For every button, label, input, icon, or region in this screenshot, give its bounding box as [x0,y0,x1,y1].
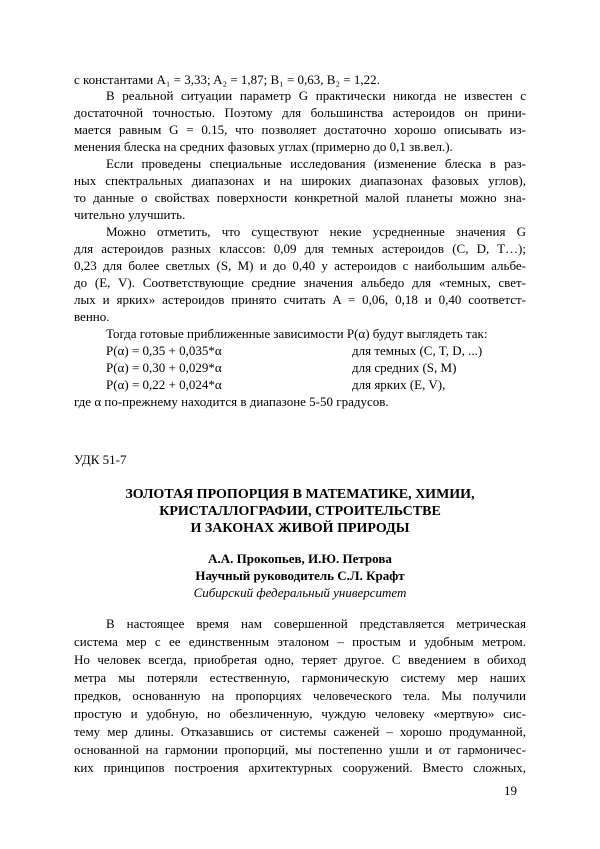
paragraph-line: лых и ярких» астероидов принято считать A = 0,06, 0,18 и 0,40 соответст- [74,292,526,307]
formula-expression: P(α) = 0,22 + 0,024*α [106,377,222,392]
paragraph-line: Если проведены специальные исследования (изменение блеска в раз- [106,156,526,171]
body-line: В настоящее время нам совершенной представляется метрическая [106,616,526,631]
body-line: основанной на гармонии пропорций, мы постепенно ушли и от гармоничес- [74,742,526,757]
paragraph-line: В реальной ситуации параметр G практически никогда не известен с [106,88,526,103]
body-line: метра мы потеряли естественную, гармоническую систему мер наших [74,670,526,685]
paragraph-line: то данные о свойствах поверхности конкретной малой планеты можно зна- [74,190,526,205]
body-line: Но человек всегда, приобретая одно, теряет другое. С введением в обиход [74,652,526,667]
formula-expression: P(α) = 0,30 + 0,029*α [106,360,222,375]
formula-line [106,359,558,376]
paragraph-line: Можно отметить, что существуют некие усредненные значения G [106,224,526,239]
paragraph-line: для астероидов разных классов: 0,09 для темных астероидов (C, D, T…); [74,241,526,256]
body-line: ких принципов построения архитектурных сооружений. Вместо сложных, [74,760,526,775]
paragraph-line: Тогда готовые приближенные зависимости P(α) будут выглядеть так: [106,326,488,341]
formula-line [106,376,558,393]
body-line: система мер с ее единственным эталоном – простым и удобным метром. [74,634,526,649]
page-number: 19 [504,783,517,798]
paragraph-line: чительно улучшить. [74,207,186,222]
article-title-line: ЗОЛОТАЯ ПРОПОРЦИЯ В МАТЕМАТИКЕ, ХИМИИ, [125,487,475,502]
paragraph-line: 0,23 для более светлых (S, M) и до 0,40 у астероидов с наибольшим альбе- [74,258,526,273]
paragraph-line: до (E, V). Соответствующие средние значения альбедо для «темных, свет- [74,275,526,290]
paragraph-line: менения блеска на средних фазовых углах (примерно до 0,1 зв.вел.). [74,139,453,154]
body-line: тему мер длины. Отказавшись от системы саженей – хорошо продуманной, [74,724,526,739]
formula-description: для средних (S, M) [352,360,457,375]
formula-description: для ярких (E, V), [352,377,446,392]
formula-description: для темных (C, T, D, ...) [352,343,483,358]
article-authors: А.А. Прокопьев, И.Ю. Петрова [208,551,392,566]
formula-line [106,342,558,359]
paragraph-line: достаточной точностью. Поэтому для большинства астероидов он прини- [74,105,526,120]
constants-line: с константами A₁ = 3,33; A₂ = 1,87; B₁ = 0,63, B₂ = 1,22. [74,72,380,87]
paragraph-line: мается равным G = 0.15, что позволяет достаточно хорошо описывать из- [74,122,526,137]
formula-expression: P(α) = 0,35 + 0,035*α [106,343,222,358]
body-line: предков, основанную на пропорциях человеческого тела. Мы получили [74,688,526,703]
article-affiliation: Сибирский федеральный университет [193,585,407,600]
article-supervisor: Научный руководитель С.Л. Крафт [195,568,405,583]
paragraph-line: ных спектральных диапазонах и на широких диапазонах фазовых углов), [74,173,526,188]
paragraph-line: где α по-прежнему находится в диапазоне 5-50 градусов. [74,394,389,409]
article-title-line: КРИСТАЛЛОГРАФИИ, СТРОИТЕЛЬСТВЕ [159,504,441,519]
article-title-line: И ЗАКОНАХ ЖИВОЙ ПРИРОДЫ [190,521,410,536]
udk-code: УДК 51-7 [74,452,127,467]
paragraph-line: венно. [74,309,110,324]
body-line: простую и удобную, но обезличенную, чуждую человеку «мертвую» сис- [74,706,526,721]
